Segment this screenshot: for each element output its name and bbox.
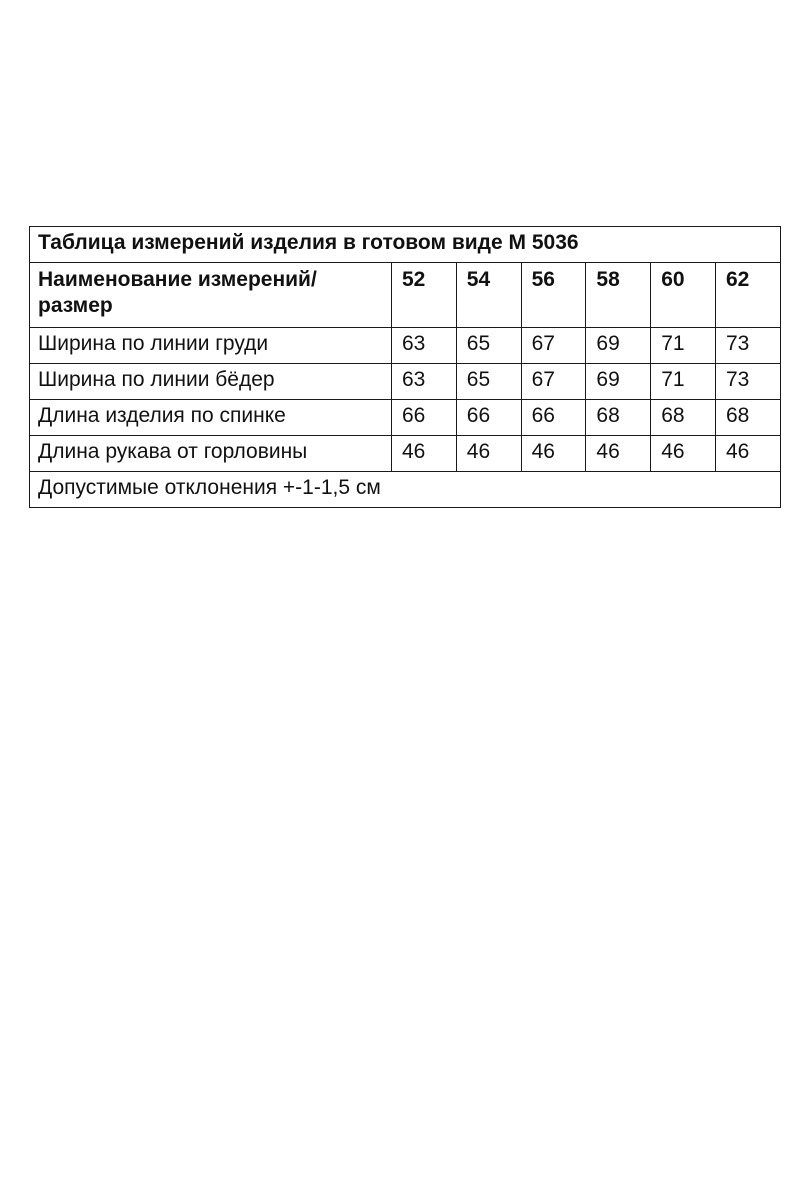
header-size: 54 [456,263,521,328]
cell-value: 73 [715,364,780,400]
cell-value: 71 [651,328,716,364]
cell-value: 63 [392,328,457,364]
cell-value: 46 [392,436,457,472]
cell-value: 65 [456,328,521,364]
table-row [30,400,781,436]
cell-value: 67 [521,328,586,364]
table-row [30,436,781,472]
cell-value: 46 [456,436,521,472]
cell-value: 46 [521,436,586,472]
table-title-row [30,227,781,263]
header-size: 60 [651,263,716,328]
cell-value: 71 [651,364,716,400]
row-label: Длина изделия по спинке [30,400,392,436]
header-size: 56 [521,263,586,328]
cell-value: 66 [456,400,521,436]
cell-value: 46 [586,436,651,472]
cell-value: 68 [586,400,651,436]
cell-value: 63 [392,364,457,400]
measurements-table [29,226,781,508]
cell-value: 67 [521,364,586,400]
table-row [30,364,781,400]
cell-value: 66 [521,400,586,436]
cell-value: 73 [715,328,780,364]
cell-value: 68 [651,400,716,436]
header-size: 58 [586,263,651,328]
cell-value: 66 [392,400,457,436]
row-label: Ширина по линии бёдер [30,364,392,400]
header-name-label: Наименование измерений/размер [30,263,392,328]
table-note-row [30,472,781,508]
cell-value: 65 [456,364,521,400]
table-header-row [30,263,781,328]
header-size: 52 [392,263,457,328]
row-label: Длина рукава от горловины [30,436,392,472]
cell-value: 69 [586,328,651,364]
table-title: Таблица измерений изделия в готовом виде М 5036 [30,227,781,263]
tolerance-note: Допустимые отклонения +-1-1,5 см [30,472,781,508]
cell-value: 68 [715,400,780,436]
cell-value: 69 [586,364,651,400]
cell-value: 46 [715,436,780,472]
header-size: 62 [715,263,780,328]
cell-value: 46 [651,436,716,472]
table-row [30,328,781,364]
row-label: Ширина по линии груди [30,328,392,364]
